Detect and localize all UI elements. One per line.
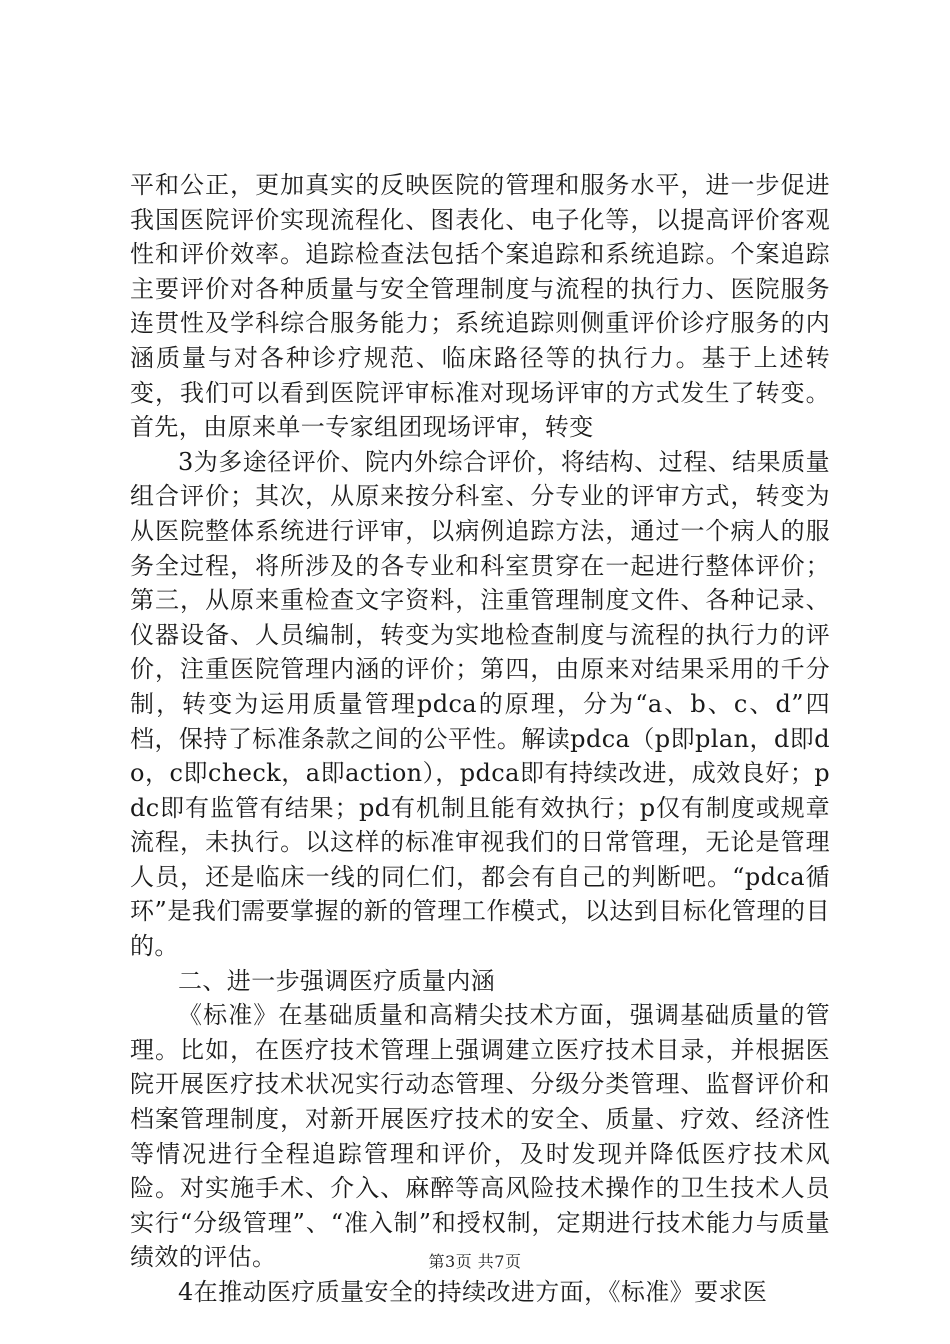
paragraph-continuous-improvement: 4在推动医疗质量安全的持续改进方面，《标准》要求医 <box>178 1278 768 1306</box>
page-number-footer: 第3页 共7页 <box>428 1252 522 1271</box>
section-heading-quality: 二、进一步强调医疗质量内涵 <box>178 966 496 995</box>
paragraph-evaluation-methods: 平和公正，更加真实的反映医院的管理和服务水平，进一步促进我国医院评价实现流程化、图表化、电子化等，以提高评价客观性和评价效率。追踪检查法包括个案追踪和系统追踪。个案追踪主要评价对各种质量与安全管理制度与流程的执行力、医院服务连贯性及学科综合服务能力；系统追踪则侧重评价诊疗服务的内涵质量与对各种诊疗规范、临床路径等的执行力。基于上述转变，我们可以看到医院评审标准对现场评审的方式发生了转变。首先，由原来单一专家组团现场评审，转变 <box>130 171 830 442</box>
paragraph-assessment-changes: 3为多途径评价、院内外综合评价，将结构、过程、结果质量组合评价；其次，从原来按分科室、分专业的评审方式，转变为从医院整体系统进行评审，以病例追踪方法，通过一个病人的服务全过程，将所涉及的各专业和科室贯穿在一起进行整体评价；第三，从原来重检查文字资料，注重管理制度文件、各种记录、仪器设备、人员编制，转变为实地检查制度与流程的执行力的评价，注重医院管理内涵的评价；第四，由原来对结果采用的千分制，转变为运用质量管理pdca的原理，分为“a、b、c、d”四档，保持了标准条款之间的公平性。解读pdca（p即plan，d即do，c即check，a即action），pdca即有持续改进，成效良好；pdc即有监管有结果；pd有机制且能有效执行；p仅有制度或规章流程，未执行。以这样的标准审视我们的日常管理，无论是管理人员，还是临床一线的同仁们，都会有自己的判断吧。“pdca循环”是我们需要掌握的新的管理工作模式，以达到目标化管理的目的。 <box>130 447 830 961</box>
document-body <box>130 168 830 1310</box>
paragraph-basic-quality: 《标准》在基础质量和高精尖技术方面，强调基础质量的管理。比如，在医疗技术管理上强调建立医疗技术目录，并根据医院开展医疗技术状况实行动态管理、分级分类管理、监督评价和档案管理制度，对新开展医疗技术的安全、质量、疗效、经济性等情况进行全程追踪管理和评价，及时发现并降低医疗技术风险。对实施手术、介入、麻醉等高风险技术操作的卫生技术人员实行“分级管理”、“准入制”和授权制，定期进行技术能力与质量绩效的评估。 <box>130 1001 830 1272</box>
